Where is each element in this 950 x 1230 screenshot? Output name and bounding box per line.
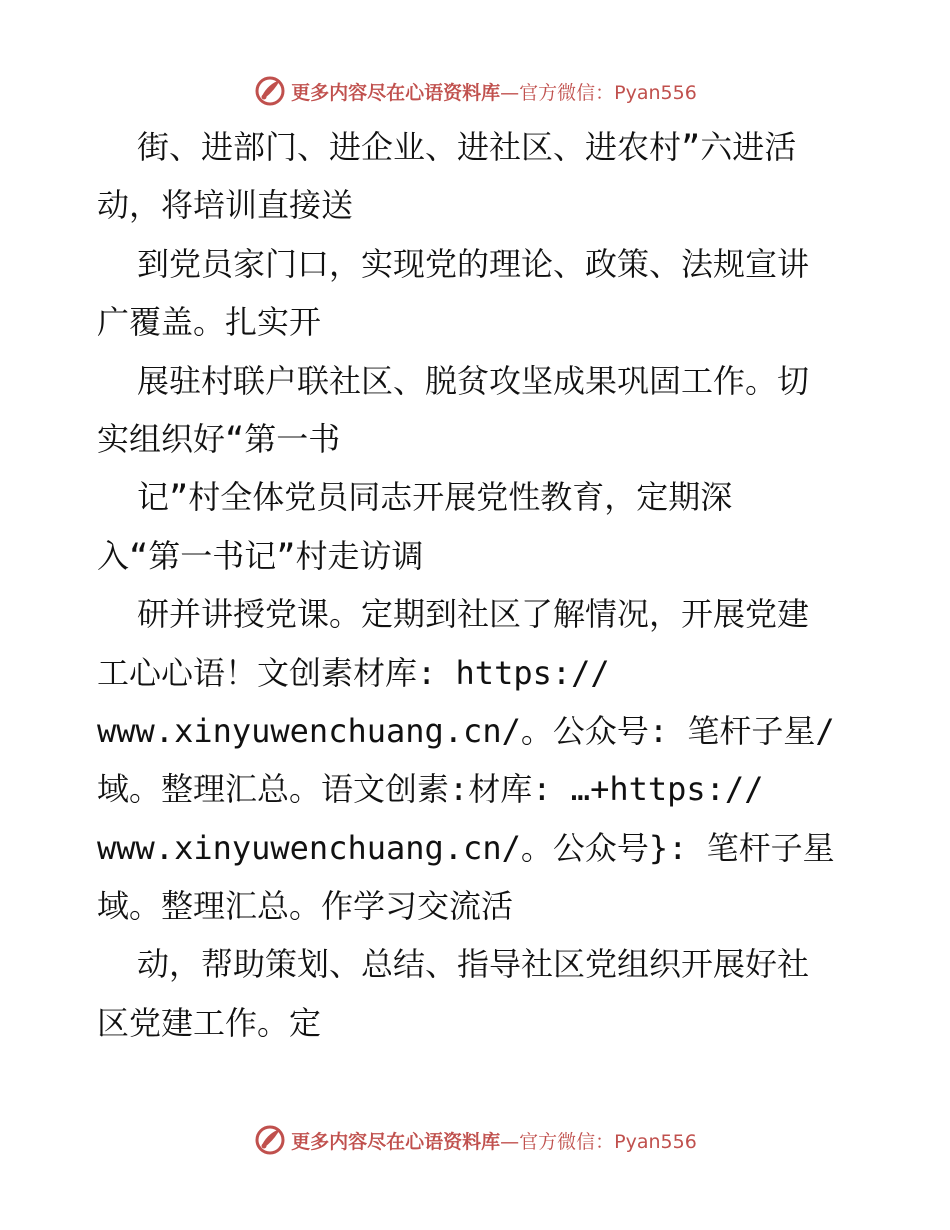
text-line: 动，将培训直接送 (97, 186, 354, 225)
text-line: 展驻村联户联社区、脱贫攻坚成果巩固工作。切 (137, 361, 810, 400)
text-line: 入“第一书记”村走访调 (97, 536, 424, 575)
text-line: 记”村全体党员同志开展党性教育，定期深 (137, 478, 733, 517)
text-line: 街、进部门、进企业、进社区、进农村”六进活 (137, 128, 797, 166)
text-line: 域。整理汇总。语文创素:材库: …+https:// (97, 770, 764, 809)
text-line: 实组织好“第一书 (97, 419, 341, 458)
text-line: www.xinyuwenchuang.cn/。公众号}: 笔杆子星 (97, 828, 835, 867)
footer-watermark (0, 1120, 950, 1160)
watermark-suffix: —官方微信：Pyan556 (500, 81, 697, 104)
watermark-prefix: 更多内容尽在心语资料库 (291, 1130, 501, 1153)
text-line: 域。整理汇总。作学习交流活 (97, 887, 514, 926)
header-watermark (0, 71, 950, 111)
text-line: 广覆盖。扎实开 (97, 303, 322, 342)
document-body (97, 118, 857, 1052)
text-line: 研并讲授党课。定期到社区了解情况，开展党建 (137, 595, 810, 634)
text-line: 动，帮助策划、总结、指导社区党组织开展好社 (137, 945, 810, 984)
text-line: 区党建工作。定 (97, 1003, 322, 1042)
watermark-prefix: 更多内容尽在心语资料库 (291, 81, 501, 104)
brush-logo-icon (253, 1123, 287, 1157)
watermark-suffix: —官方微信：Pyan556 (500, 1130, 697, 1153)
text-line: 到党员家门口，实现党的理论、政策、法规宣讲 (137, 244, 810, 283)
text-line: 工心心语！文创素材库: https:// (97, 653, 610, 692)
brush-logo-icon (253, 74, 287, 108)
text-line: www.xinyuwenchuang.cn/。公众号: 笔杆子星/ (97, 711, 835, 750)
